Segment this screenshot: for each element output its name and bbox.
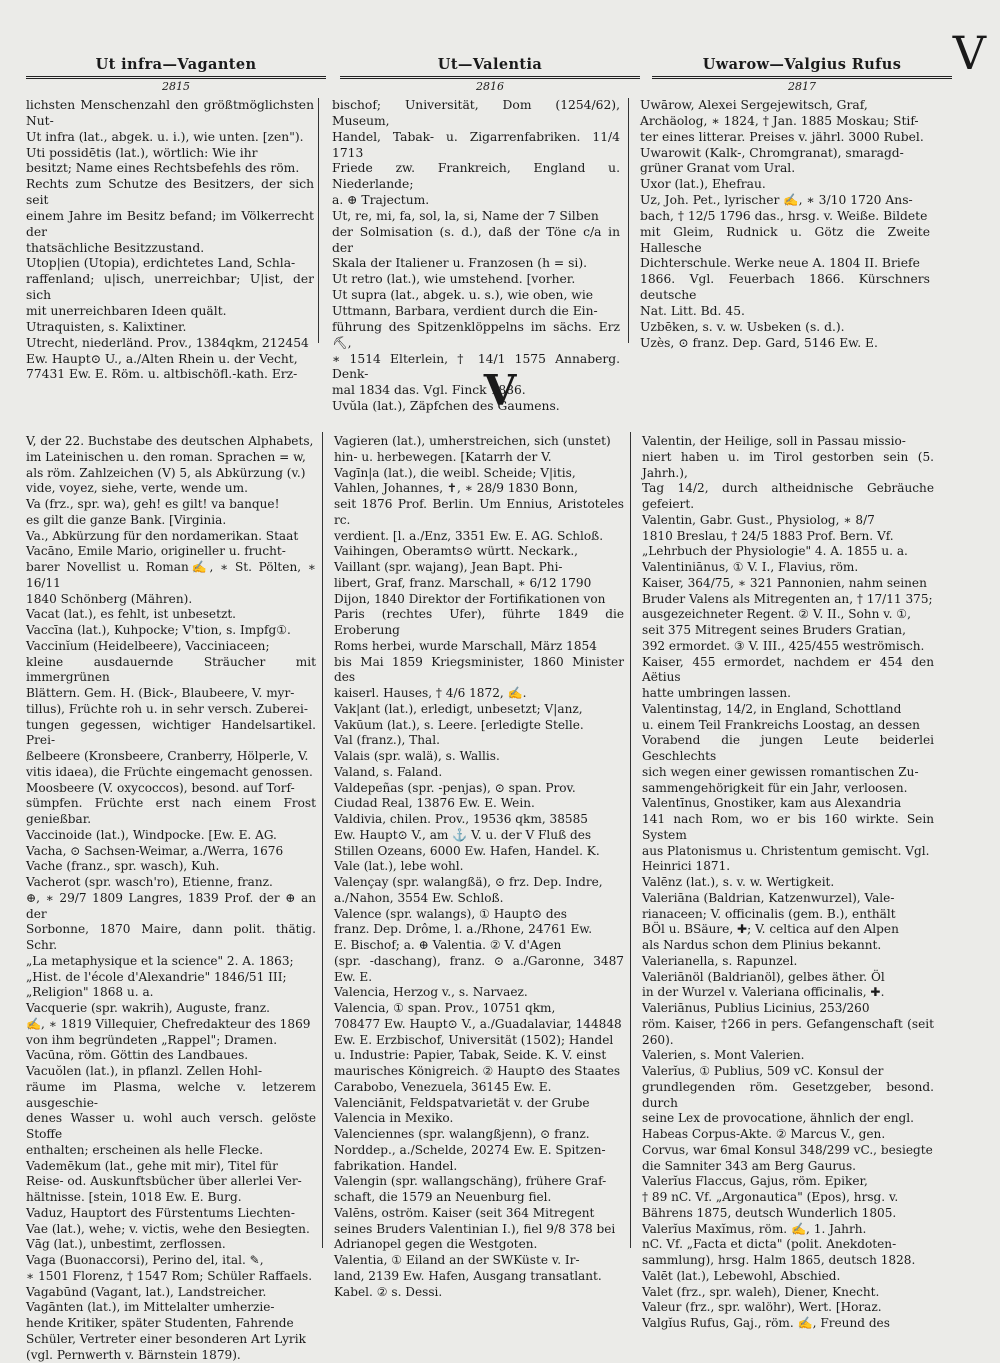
text-line: Vaillant (spr. wajang), Jean Bapt. Phi- — [334, 560, 624, 576]
text-line: 708477 Ew. Haupt⊙ V., a./Guadalaviar, 144848 — [334, 1017, 624, 1033]
text-line: ∗ 1514 Elterlein, † 14/1 1575 Annaberg. Denk- — [332, 352, 620, 384]
text-line: sammlung), hrsg. Halm 1865, deutsch 1828. — [642, 1253, 934, 1269]
top-left-column — [26, 98, 314, 383]
text-line: Stillen Ozeans, 6000 Ew. Hafen, Handel. K. — [334, 844, 624, 860]
text-line: röm. Kaiser, †266 in pers. Gefangenschaft (seit 260). — [642, 1017, 934, 1049]
header-center — [340, 56, 640, 93]
text-line: Vahlen, Johannes, ✝, ∗ 28/9 1830 Bonn, — [334, 481, 624, 497]
text-line: Norddep., a./Schelde, 20274 Ew. E. Spitzen- — [334, 1143, 624, 1159]
text-line: Valerĭus Maxĭmus, röm. ✍, 1. Jahrh. — [642, 1222, 934, 1238]
text-line: tungen gegessen, wichtiger Handelsartikel. Prei- — [26, 718, 316, 750]
text-line: Vakūum (lat.), s. Leere. [erledigte Stelle. — [334, 718, 624, 734]
text-line: Vacāno, Emile Mario, origineller u. frucht- — [26, 544, 316, 560]
text-line: Uvŭla (lat.), Zäpfchen des Gaumens. — [332, 399, 620, 415]
text-line: Valdivia, chilen. Prov., 19536 qkm, 38585 — [334, 812, 624, 828]
column-rule — [630, 432, 631, 1248]
text-line: Ut supra (lat., abgek. u. s.), wie oben, wie — [332, 288, 620, 304]
text-line: Roms herbei, wurde Marschall, März 1854 — [334, 639, 624, 655]
text-line: Valentin, Gabr. Gust., Physiolog, ∗ 8/7 — [642, 513, 934, 529]
text-line: 1866. Vgl. Feuerbach 1866. Kürschners deutsche — [640, 272, 930, 304]
text-line: ßelbeere (Kronsbeere, Cranberry, Hölperle, V. — [26, 749, 316, 765]
text-line: BÖl u. BSäure, ✚; V. celtica auf den Alpen — [642, 922, 934, 938]
text-line: Valēns, oström. Kaiser (seit 364 Mitregent — [334, 1206, 624, 1222]
text-line: bach, † 12/5 1796 das., hrsg. v. Weiße. Bildete — [640, 209, 930, 225]
text-line: a. ⊕ Trajectum. — [332, 193, 620, 209]
text-line: aus Platonismus u. Christentum gemischt. Vgl. — [642, 844, 934, 860]
header-center-title: Ut—Valentia — [340, 56, 640, 73]
text-line: es gilt die ganze Bank. [Virginia. — [26, 513, 316, 529]
text-line: Vacat (lat.), es fehlt, ist unbesetzt. — [26, 607, 316, 623]
header-right-title: Uwarow—Valgius Rufus — [652, 56, 952, 73]
text-line: Vagabūnd (Vagant, lat.), Landstreicher. — [26, 1285, 316, 1301]
text-line: Ew. Haupt⊙ V., am ⚓ V. u. der V Fluß des — [334, 828, 624, 844]
text-line: Valerien, s. Mont Valerien. — [642, 1048, 934, 1064]
text-line: Valengin (spr. wallangschäng), frühere Graf- — [334, 1174, 624, 1190]
text-line: Vae (lat.), wehe; v. victis, wehe den Besiegten. — [26, 1222, 316, 1238]
text-line: Blättern. Gem. H. (Bick-, Blaubeere, V. myr- — [26, 686, 316, 702]
text-line: Vale (lat.), lebe wohl. — [334, 859, 624, 875]
text-line: Corvus, war 6mal Konsul 348/299 vC., besiegte — [642, 1143, 934, 1159]
text-line: u. Industrie: Papier, Tabak, Seide. K. V. einst — [334, 1048, 624, 1064]
text-line: Valentīnus, Gnostiker, kam aus Alexandria — [642, 796, 934, 812]
text-line: Dichterschule. Werke neue A. 1804 II. Briefe — [640, 256, 930, 272]
text-line: Va (frz., spr. wa), geh! es gilt! va banque! — [26, 497, 316, 513]
text-line: niert haben u. im Tirol gestorben sein (5. Jahrh.), — [642, 450, 934, 482]
text-line: Uzbēken, s. v. w. Usbeken (s. d.). — [640, 320, 930, 336]
text-line: Ew. E. Erzbischof, Universität (1502); Handel — [334, 1033, 624, 1049]
text-line: Utop|ien (Utopia), erdichtetes Land, Schla- — [26, 256, 314, 272]
text-line: Utraquisten, s. Kalixtiner. — [26, 320, 314, 336]
text-line: Handel, Tabak- u. Zigarrenfabriken. 11/4 1713 — [332, 130, 620, 162]
text-line: 1810 Breslau, † 24/5 1883 Prof. Bern. Vf. — [642, 529, 934, 545]
text-line: Vagīn|a (lat.), die weibl. Scheide; V|itis, — [334, 466, 624, 482]
header-right — [652, 56, 952, 93]
text-line: als röm. Zahlzeichen (V) 5, als Abkürzung (v.) — [26, 466, 316, 482]
text-line: Ciudad Real, 13876 Ew. E. Wein. — [334, 796, 624, 812]
text-line: 77431 Ew. E. Röm. u. altbischöfl.-kath. Erz- — [26, 367, 314, 383]
text-line: Ew. Haupt⊙ U., a./Alten Rhein u. der Vecht, — [26, 352, 314, 368]
text-line: Vaccinoide (lat.), Windpocke. [Ew. E. AG. — [26, 828, 316, 844]
text-line: maurisches Königreich. ② Haupt⊙ des Staates — [334, 1064, 624, 1080]
text-line: Paris (rechtes Ufer), führte 1849 die Eroberung — [334, 607, 624, 639]
text-line: Uti possidētis (lat.), wörtlich: Wie ihr — [26, 146, 314, 162]
text-line: Valençay (spr. walangßä), ⊙ frz. Dep. Indre, — [334, 875, 624, 891]
text-line: Valēnz (lat.), s. v. w. Wertigkeit. — [642, 875, 934, 891]
text-line: Friede zw. Frankreich, England u. Niederlande; — [332, 161, 620, 193]
text-line: sammengehörigkeit für ein Jahr, verloosen. — [642, 781, 934, 797]
text-line: Ut retro (lat.), wie umstehend. [vorher. — [332, 272, 620, 288]
bottom-left-column — [26, 434, 316, 1363]
text-line: 141 nach Rom, wo er bis 160 wirkte. Sein System — [642, 812, 934, 844]
text-line: Vaccīna (lat.), Kuhpocke; V'tion, s. Impfg①. — [26, 623, 316, 639]
header-left-title: Ut infra—Vaganten — [26, 56, 326, 73]
text-line: Rechts zum Schutze des Besitzers, der sich seit — [26, 177, 314, 209]
text-line: Nat. Litt. Bd. 45. — [640, 304, 930, 320]
text-line: Heinrici 1871. — [642, 859, 934, 875]
text-line: Vaga (Buonaccorsi), Perino del, ital. ✎, — [26, 1253, 316, 1269]
text-line: Vaihingen, Oberamts⊙ württ. Neckark., — [334, 544, 624, 560]
text-line: „Religion" 1868 u. a. — [26, 985, 316, 1001]
text-line: fabrikation. Handel. — [334, 1159, 624, 1175]
text-line: Archäolog, ∗ 1824, † Jan. 1885 Moskau; Stif- — [640, 114, 930, 130]
text-line: Vacherot (spr. wasch'ro), Etienne, franz. — [26, 875, 316, 891]
text-line: Adrianopel gegen die Westgoten. — [334, 1237, 624, 1253]
text-line: ausgezeichneter Regent. ② V. II., Sohn v. ①, — [642, 607, 934, 623]
text-line: Kaiser, 364/75, ∗ 321 Pannonien, nahm seinen — [642, 576, 934, 592]
text-line: Valerianella, s. Rapunzel. — [642, 954, 934, 970]
text-line: Valeur (frz., spr. walöhr), Wert. [Horaz. — [642, 1300, 934, 1316]
text-line: Vaccinĭum (Heidelbeere), Vacciniaceen; — [26, 639, 316, 655]
text-line: Valence (spr. walangs), ① Haupt⊙ des — [334, 907, 624, 923]
text-line: Uwarowit (Kalk-, Chromgranat), smaragd- — [640, 146, 930, 162]
text-line: einem Jahre im Besitz befand; im Völkerrecht der — [26, 209, 314, 241]
text-line: „Hist. de l'école d'Alexandrie" 1846/51 III; — [26, 970, 316, 986]
text-line: grundlegenden röm. Gesetzgeber, besond. durch — [642, 1080, 934, 1112]
text-line: Valentiniānus, ① V. I., Flavius, röm. — [642, 560, 934, 576]
text-line: im Lateinischen u. den roman. Sprachen = w, — [26, 450, 316, 466]
text-line: raffenland; u|isch, unerreichbar; U|ist, der sich — [26, 272, 314, 304]
top-center-column — [332, 98, 620, 415]
text-line: vitis idaea), die Früchte eingemacht genossen. — [26, 765, 316, 781]
text-line: Vacquerie (spr. wakrih), Auguste, franz. — [26, 1001, 316, 1017]
text-line: Valentin, der Heilige, soll in Passau missio- — [642, 434, 934, 450]
text-line: in der Wurzel v. Valeriana officinalis, ✚. — [642, 985, 934, 1001]
text-line: besitzt; Name eines Rechtsbefehls des röm. — [26, 161, 314, 177]
text-line: V, der 22. Buchstabe des deutschen Alphabets, — [26, 434, 316, 450]
text-line: seine Lex de provocatione, ähnlich der engl. — [642, 1111, 934, 1127]
text-line: räume im Plasma, welche v. letzerem ausgeschie- — [26, 1080, 316, 1112]
text-line: ∗ 1501 Florenz, † 1547 Rom; Schüler Raffaels. — [26, 1269, 316, 1285]
text-line: führung des Spitzenklöppelns im sächs. Erz⛏, — [332, 320, 620, 352]
text-line: seines Bruders Valentinian I.), fiel 9/8 378 bei — [334, 1222, 624, 1238]
text-line: Uz, Joh. Pet., lyrischer ✍, ∗ 3/10 1720 Ans- — [640, 193, 930, 209]
text-line: ✍, ∗ 1819 Villequier, Chefredakteur des 1869 — [26, 1017, 316, 1033]
page-header — [26, 56, 986, 92]
text-line: Schüler, Vertreter einer besonderen Art Lyrik — [26, 1332, 316, 1348]
text-line: Sorbonne, 1870 Maire, dann polit. thätig. Schr. — [26, 922, 316, 954]
text-line: Valeriāna (Baldrian, Katzenwurzel), Vale- — [642, 891, 934, 907]
text-line: die Samniter 343 am Berg Gaurus. — [642, 1159, 934, 1175]
text-line: schaft, die 1579 an Neuenburg fiel. — [334, 1190, 624, 1206]
text-line: † 89 nC. Vf. „Argonautica" (Epos), hrsg. v. — [642, 1190, 934, 1206]
text-line: Valentinstag, 14/2, in England, Schottland — [642, 702, 934, 718]
header-left-page: 2815 — [26, 76, 326, 93]
text-line: 392 ermordet. ③ V. III., 425/455 weströmisch. — [642, 639, 934, 655]
text-line: seit 1876 Prof. Berlin. Um Ennius, Aristoteles rc. — [334, 497, 624, 529]
text-line: Valēt (lat.), Lebewohl, Abschied. — [642, 1269, 934, 1285]
text-line: Vacuŏlen (lat.), in pflanzl. Zellen Hohl- — [26, 1064, 316, 1080]
text-line: Vagānten (lat.), im Mittelalter umherzie- — [26, 1300, 316, 1316]
text-line: Kaiser, 455 ermordet, nachdem er 454 den Aëtius — [642, 655, 934, 687]
text-line: Vacūna, röm. Göttin des Landbaues. — [26, 1048, 316, 1064]
text-line: Valand, s. Faland. — [334, 765, 624, 781]
text-line: Dijon, 1840 Direktor der Fortifikationen von — [334, 592, 624, 608]
text-line: Vorabend die jungen Leute beiderlei Geschlechts — [642, 733, 934, 765]
text-line: Val (franz.), Thal. — [334, 733, 624, 749]
text-line: Valencia, ① span. Prov., 10751 qkm, — [334, 1001, 624, 1017]
text-line: barer Novellist u. Roman✍, ∗ St. Pölten, ∗ 16/11 — [26, 560, 316, 592]
text-line: denes Wasser u. wohl auch versch. gelöste Stoffe — [26, 1111, 316, 1143]
text-line: sich wegen einer gewissen romantischen Zu- — [642, 765, 934, 781]
text-line: land, 2139 Ew. Hafen, Ausgang transatlant. — [334, 1269, 624, 1285]
text-line: verdient. [l. a./Enz, 3351 Ew. E. AG. Schloß. — [334, 529, 624, 545]
text-line: libert, Graf, franz. Marschall, ∗ 6/12 1790 — [334, 576, 624, 592]
text-line: hende Kritiker, später Studenten, Fahrende — [26, 1316, 316, 1332]
text-line: mal 1834 das. Vgl. Finck 1886. — [332, 383, 620, 399]
text-line: E. Bischof; a. ⊕ Valentia. ② V. d'Agen — [334, 938, 624, 954]
text-line: sümpfen. Früchte erst nach einem Frost genießbar. — [26, 796, 316, 828]
text-line: kaiserl. Hauses, † 4/6 1872, ✍. — [334, 686, 624, 702]
text-line: a./Nahon, 3554 Ew. Schloß. — [334, 891, 624, 907]
text-line: ⊕, ∗ 29/7 1809 Langres, 1839 Prof. der ⊕ an der — [26, 891, 316, 923]
text-line: Valeriānöl (Baldrianöl), gelbes äther. Öl — [642, 970, 934, 986]
text-line: mit unerreichbaren Ideen quält. — [26, 304, 314, 320]
text-line: Habeas Corpus-Akte. ② Marcus V., gen. — [642, 1127, 934, 1143]
text-line: rianaceen; V. officinalis (gem. B.), enthält — [642, 907, 934, 923]
text-line: Bährens 1875, deutsch Wunderlich 1805. — [642, 1206, 934, 1222]
header-right-page: 2817 — [652, 76, 952, 93]
column-rule — [322, 432, 323, 1248]
text-line: Va., Abkürzung für den nordamerikan. Staat — [26, 529, 316, 545]
text-line: hältnisse. [stein, 1018 Ew. E. Burg. — [26, 1190, 316, 1206]
text-line: von ihm begründeten „Rappel"; Dramen. — [26, 1033, 316, 1049]
text-line: als Nardus schon dem Plinius bekannt. — [642, 938, 934, 954]
text-line: hin- u. herbewegen. [Katarrh der V. — [334, 450, 624, 466]
text-line: enthalten; erscheinen als helle Flecke. — [26, 1143, 316, 1159]
text-line: Valerĭus, ① Publius, 509 vC. Konsul der — [642, 1064, 934, 1080]
text-line: Valeriānus, Publius Licinius, 253/260 — [642, 1001, 934, 1017]
text-line: Vademēkum (lat., gehe mit mir), Titel für — [26, 1159, 316, 1175]
header-center-page: 2816 — [340, 76, 640, 93]
text-line: tillus), Früchte roh u. in sehr versch. Zuberei- — [26, 702, 316, 718]
text-line: franz. Dep. Drôme, l. a./Rhone, 24761 Ew. — [334, 922, 624, 938]
text-line: Uxor (lat.), Ehefrau. — [640, 177, 930, 193]
text-line: (spr. -daschang), franz. ⊙ a./Garonne, 3487 Ew. E. — [334, 954, 624, 986]
text-line: mit Gleim, Rudnick u. Götz die Zweite Hallesche — [640, 225, 930, 257]
text-line: Valais (spr. walä), s. Wallis. — [334, 749, 624, 765]
bottom-center-column — [334, 434, 624, 1300]
bottom-right-column — [642, 434, 934, 1332]
text-line: Moosbeere (V. oxycoccos), besond. auf Torf- — [26, 781, 316, 797]
text-line: Kabel. ② s. Dessi. — [334, 1285, 624, 1301]
text-line: Vacha, ⊙ Sachsen-Weimar, a./Werra, 1676 — [26, 844, 316, 860]
text-line: Uttmann, Barbara, verdient durch die Ein- — [332, 304, 620, 320]
text-line: Valenciennes (spr. walangßjenn), ⊙ franz. — [334, 1127, 624, 1143]
text-line: Vagieren (lat.), umherstreichen, sich (unstet) — [334, 434, 624, 450]
text-line: vide, voyez, siehe, verte, wende um. — [26, 481, 316, 497]
text-line: Valerĭus Flaccus, Gajus, röm. Epiker, — [642, 1174, 934, 1190]
text-line: hatte umbringen lassen. — [642, 686, 934, 702]
text-line: Vak|ant (lat.), erledigt, unbesetzt; V|anz, — [334, 702, 624, 718]
text-line: 1840 Schönberg (Mähren). — [26, 592, 316, 608]
text-line: Valencia, Herzog v., s. Narvaez. — [334, 985, 624, 1001]
top-right-column — [640, 98, 930, 352]
text-line: Ut infra (lat., abgek. u. i.), wie unten. [zen"). — [26, 130, 314, 146]
text-line: lichsten Menschenzahl den größtmöglichsten Nut- — [26, 98, 314, 130]
text-line: Vache (franz., spr. wasch), Kuh. — [26, 859, 316, 875]
text-line: Valet (frz., spr. waleh), Diener, Knecht. — [642, 1285, 934, 1301]
text-line: bischof; Universität, Dom (1254/62), Museum, — [332, 98, 620, 130]
text-line: Skala der Italiener u. Franzosen (h = si). — [332, 256, 620, 272]
text-line: Uwārow, Alexei Sergejewitsch, Graf, — [640, 98, 930, 114]
section-heading: V — [0, 370, 1000, 412]
text-line: Vaduz, Hauptort des Fürstentums Liechten- — [26, 1206, 316, 1222]
column-rule — [628, 98, 629, 343]
text-line: Reise- od. Auskunftsbücher über allerlei Ver- — [26, 1174, 316, 1190]
header-left — [26, 56, 326, 93]
text-line: nC. Vf. „Facta et dicta" (polit. Anekdoten- — [642, 1237, 934, 1253]
text-line: Valencia in Mexiko. — [334, 1111, 624, 1127]
text-line: u. einem Teil Frankreichs Loostag, an dessen — [642, 718, 934, 734]
text-line: kleine ausdauernde Sträucher mit immergrünen — [26, 655, 316, 687]
text-line: bis Mai 1859 Kriegsminister, 1860 Minister des — [334, 655, 624, 687]
text-line: „Lehrbuch der Physiologie" 4. A. 1855 u. a. — [642, 544, 934, 560]
text-line: Ut, re, mi, fa, sol, la, si, Name der 7 Silben — [332, 209, 620, 225]
text-line: Bruder Valens als Mitregenten an, † 17/11 375; — [642, 592, 934, 608]
text-line: Uzès, ⊙ franz. Dep. Gard, 5146 Ew. E. — [640, 336, 930, 352]
text-line: Valentia, ① Eiland an der SWKüste v. Ir- — [334, 1253, 624, 1269]
text-line: ter eines litterar. Preises v. jährl. 3000 Rubel. — [640, 130, 930, 146]
text-line: Valdepeñas (spr. -penjas), ⊙ span. Prov. — [334, 781, 624, 797]
text-line: Utrecht, niederländ. Prov., 1384qkm, 212454 — [26, 336, 314, 352]
column-rule — [318, 98, 319, 343]
text-line: der Solmisation (s. d.), daß der Töne c/a in der — [332, 225, 620, 257]
text-line: grüner Granat vom Ural. — [640, 161, 930, 177]
text-line: (vgl. Pernwerth v. Bärnstein 1879). — [26, 1348, 316, 1363]
text-line: Tag 14/2, durch altheidnische Gebräuche gefeiert. — [642, 481, 934, 513]
text-line: Valgĭus Rufus, Gaj., röm. ✍, Freund des — [642, 1316, 934, 1332]
text-line: Vāg (lat.), unbestimt, zerflossen. — [26, 1237, 316, 1253]
text-line: seit 375 Mitregent seines Bruders Gratian, — [642, 623, 934, 639]
section-letter: V — [953, 30, 986, 76]
text-line: thatsächliche Besitzzustand. — [26, 241, 314, 257]
text-line: Carabobo, Venezuela, 36145 Ew. E. — [334, 1080, 624, 1096]
text-line: „La metaphysique et la science" 2. A. 1863; — [26, 954, 316, 970]
text-line: Valenciānit, Feldspatvarietät v. der Grube — [334, 1096, 624, 1112]
